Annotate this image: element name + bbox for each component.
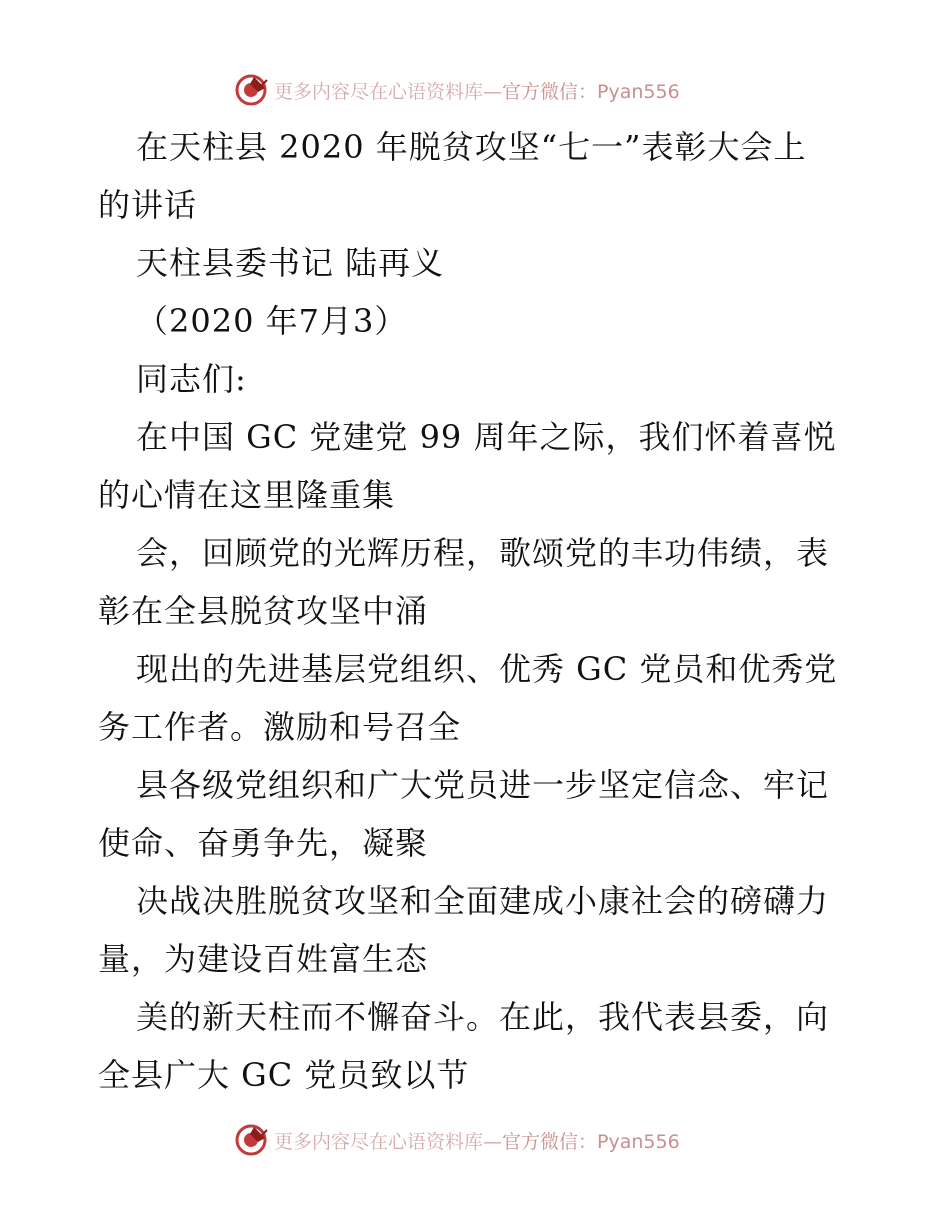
pen-logo-icon [234, 73, 268, 107]
watermark-separator: — [483, 1130, 503, 1153]
doc-line: 的讲话 [98, 186, 198, 224]
doc-line: 全县广大 GC 党员致以节 [98, 1056, 470, 1094]
watermark-wechat-text: 官方微信：Pyan556 [502, 1130, 680, 1153]
doc-line: （2020 年7月3） [136, 302, 408, 340]
doc-line: 彰在全县脱贫攻坚中涌 [98, 592, 429, 630]
document-body [98, 118, 858, 1104]
doc-line: 在中国 GC 党建党 99 周年之际，我们怀着喜悦 [136, 418, 837, 456]
watermark-text [274, 1127, 680, 1154]
doc-line: 美的新天柱而不懈奋斗。在此，我代表县委，向 [136, 998, 830, 1036]
doc-line: 的心情在这里隆重集 [98, 476, 396, 514]
watermark-site-text: 更多内容尽在心语资料库 [274, 80, 484, 103]
doc-line: 量，为建设百姓富生态 [98, 940, 429, 978]
doc-line: 天柱县委书记 陆再义 [136, 244, 445, 282]
watermark-wechat-text: 官方微信：Pyan556 [502, 80, 680, 103]
doc-line: 同志们: [136, 360, 247, 398]
pen-logo-icon [234, 1123, 268, 1157]
watermark-text [274, 77, 680, 104]
doc-line: 在天柱县 2020 年脱贫攻坚“七一”表彰大会上 [136, 128, 807, 166]
doc-line: 使命、奋勇争先，凝聚 [98, 824, 429, 862]
doc-line: 会，回顾党的光辉历程，歌颂党的丰功伟绩，表 [136, 534, 830, 572]
doc-line: 务工作者。激励和号召全 [98, 708, 462, 746]
doc-line: 现出的先进基层党组织、优秀 GC 党员和优秀党 [136, 650, 838, 688]
doc-line: 决战决胜脱贫攻坚和全面建成小康社会的磅礴力 [136, 882, 830, 920]
watermark-separator: — [483, 80, 503, 103]
header-watermark [0, 70, 950, 110]
watermark-site-text: 更多内容尽在心语资料库 [274, 1130, 484, 1153]
footer-watermark [0, 1120, 950, 1160]
doc-line: 县各级党组织和广大党员进一步坚定信念、牢记 [136, 766, 830, 804]
